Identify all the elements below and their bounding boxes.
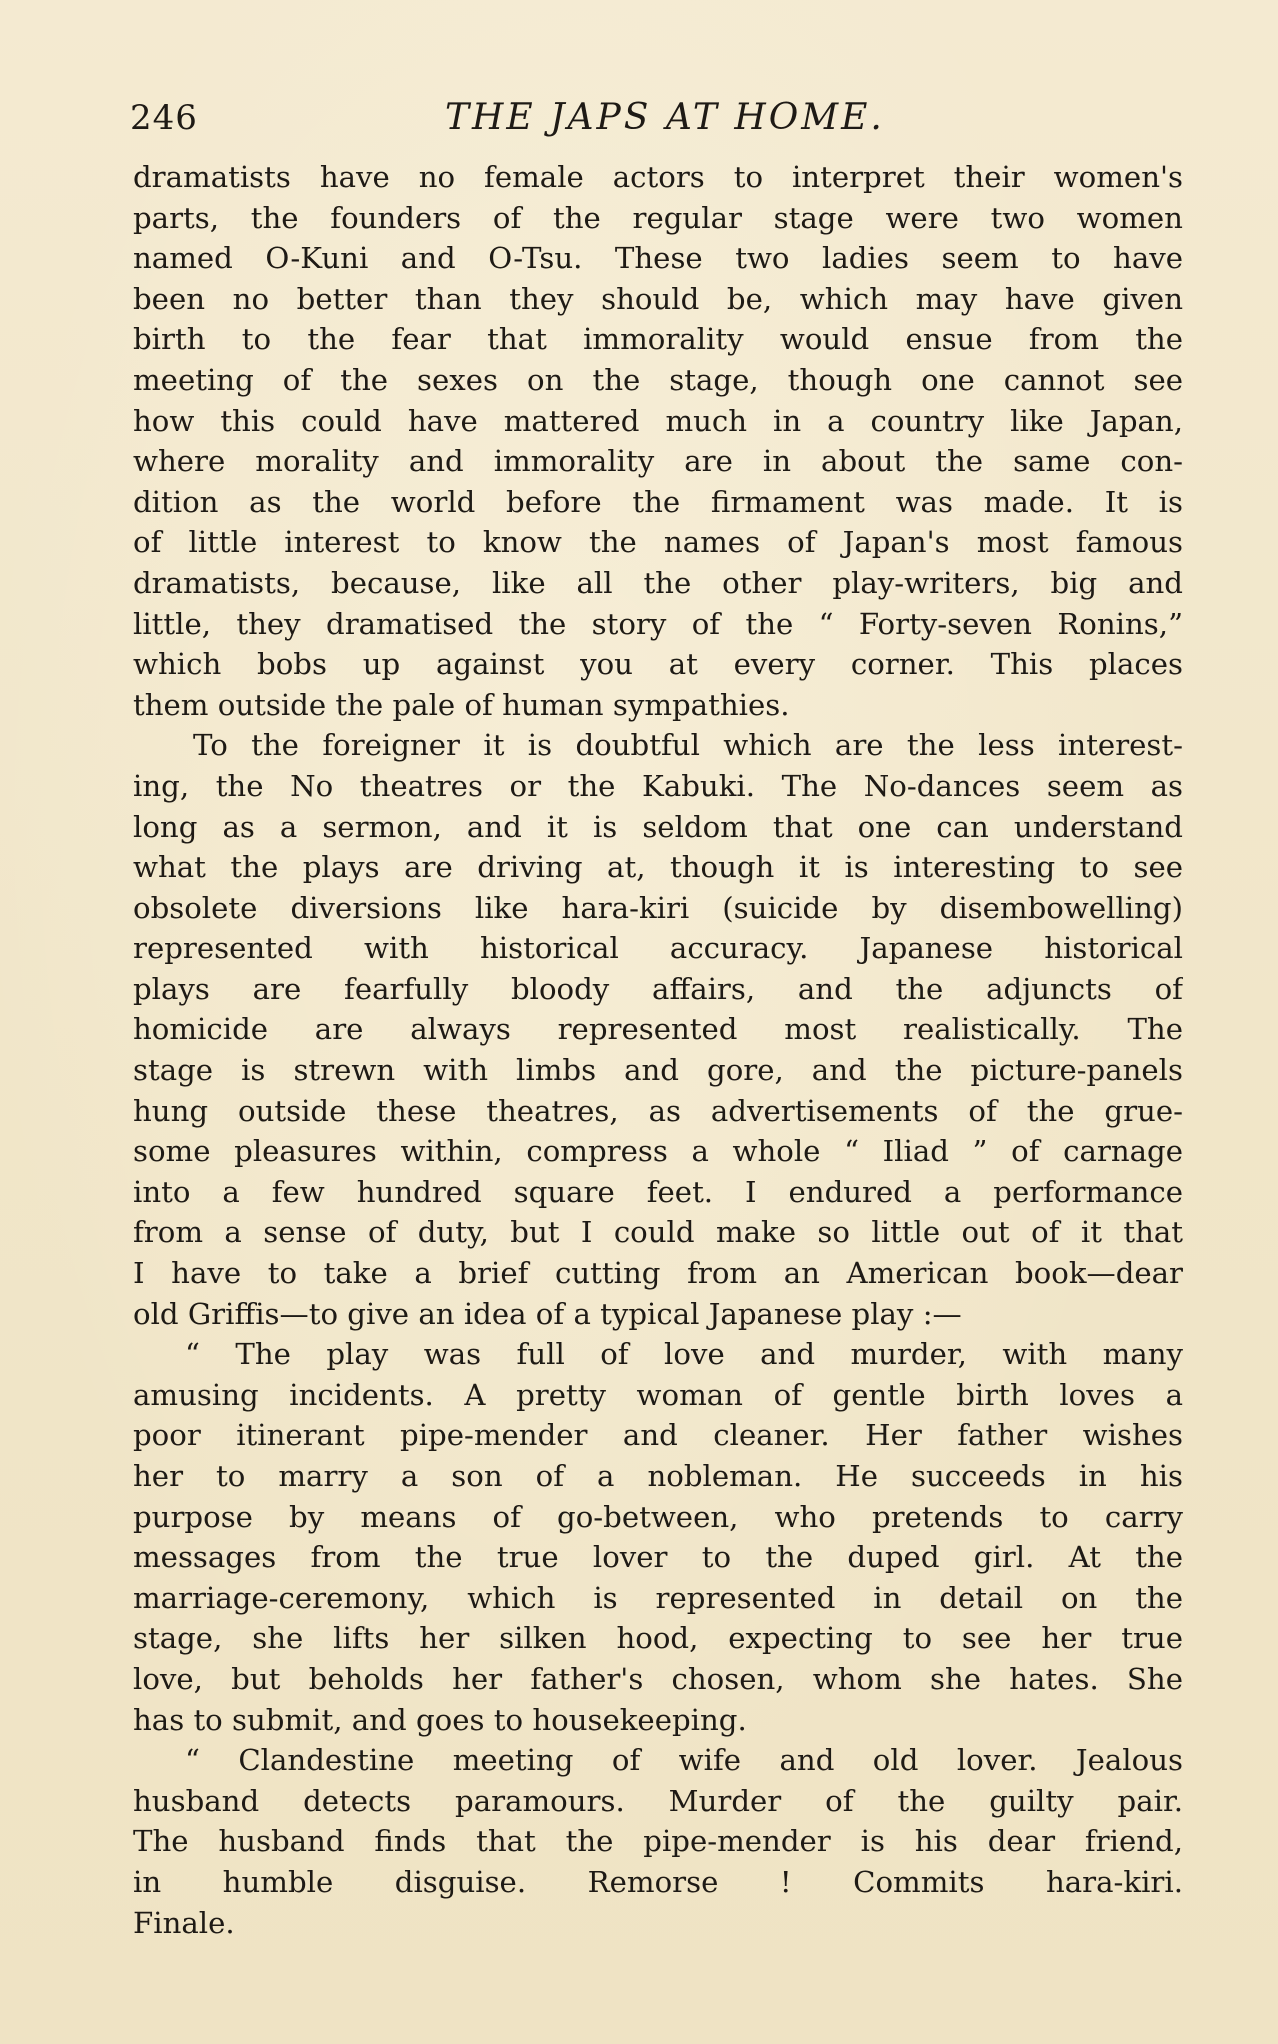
text-line: in humble disguise. Remorse ! Commits hara-kiri. (133, 1864, 1183, 1899)
text-line: named O-Kuni and O-Tsu. These two ladies seem to have (133, 241, 1183, 276)
text-line: been no better than they should be, which may have given (133, 281, 1183, 316)
text-line: The husband finds that the pipe-mender is his dear friend, (133, 1824, 1183, 1859)
running-title: THE JAPS AT HOME. (445, 97, 885, 138)
text-line: birth to the fear that immorality would ensue from the (133, 322, 1183, 357)
text-line: purpose by means of go-between, who pretends to carry (133, 1499, 1183, 1534)
text-line: long as a sermon, and it is seldom that one can understand (133, 809, 1183, 844)
text-line: dition as the world before the firmament was made. It is (133, 484, 1183, 519)
text-line: marriage-ceremony, which is represented in detail on the (133, 1580, 1183, 1615)
text-line: dramatists have no female actors to interpret their women's (133, 160, 1183, 194)
text-line: obsolete diversions like hara-kiri (suicide by disembowelling) (133, 890, 1183, 925)
text-line: amusing incidents. A pretty woman of gentle birth loves a (133, 1377, 1183, 1412)
text-line: homicide are always represented most realistically. The (133, 1012, 1183, 1047)
text-line: love, but beholds her father's chosen, whom she hates. She (133, 1661, 1183, 1696)
text-line: parts, the founders of the regular stage were two women (133, 200, 1183, 235)
page-header (130, 88, 1180, 148)
text-line: them outside the pale of human sympathies. (133, 687, 790, 722)
text-line: from a sense of duty, but I could make so little out of it that (133, 1215, 1183, 1250)
text-line: dramatists, because, like all the other play-writers, big and (133, 565, 1183, 600)
text-line: little, they dramatised the story of the “ Forty-seven Ronins,” (133, 606, 1183, 641)
text-line: of little interest to know the names of Japan's most famous (133, 525, 1183, 560)
text-line: “ The play was full of love and murder, with many (185, 1337, 1183, 1372)
text-line: meeting of the sexes on the stage, though one cannot see (133, 362, 1183, 397)
text-line: her to marry a son of a nobleman. He succeeds in his (133, 1459, 1183, 1493)
text-line: Finale. (133, 1905, 235, 1940)
text-line: how this could have mattered much in a country like Japan, (133, 403, 1183, 438)
text-line: where morality and immorality are in about the same con- (133, 444, 1183, 479)
text-line: some pleasures within, compress a whole “ Iliad ” of carnage (133, 1134, 1183, 1169)
text-line: To the foreigner it is doubtful which are the less interest- (193, 728, 1183, 763)
text-line: hung outside these theatres, as advertisements of the grue- (133, 1093, 1183, 1128)
text-line: poor itinerant pipe-mender and cleaner. Her father wishes (133, 1418, 1183, 1453)
page-number: 246 (130, 98, 198, 138)
text-line: “ Clandestine meeting of wife and old lover. Jealous (185, 1743, 1183, 1778)
text-line: into a few hundred square feet. I endured a performance (133, 1174, 1183, 1209)
text-line: I have to take a brief cutting from an American book—dear (133, 1256, 1183, 1291)
text-line: old Griffis—to give an idea of a typical Japanese play :— (133, 1296, 962, 1331)
body-text (133, 157, 1183, 1943)
text-line: what the plays are driving at, though it is interesting to see (133, 850, 1183, 885)
text-line: has to submit, and goes to housekeeping. (133, 1702, 747, 1737)
text-line: messages from the true lover to the duped girl. At the (133, 1540, 1183, 1575)
text-line: which bobs up against you at every corner. This places (133, 647, 1183, 682)
text-line: plays are fearfully bloody affairs, and the adjuncts of (133, 971, 1183, 1006)
text-line: ing, the No theatres or the Kabuki. The No-dances seem as (133, 768, 1183, 803)
text-line: stage, she lifts her silken hood, expecting to see her true (133, 1621, 1183, 1656)
text-line: husband detects paramours. Murder of the guilty pair. (133, 1783, 1183, 1818)
text-line: stage is strewn with limbs and gore, and the picture-panels (133, 1053, 1183, 1088)
text-line: represented with historical accuracy. Japanese historical (133, 931, 1183, 966)
